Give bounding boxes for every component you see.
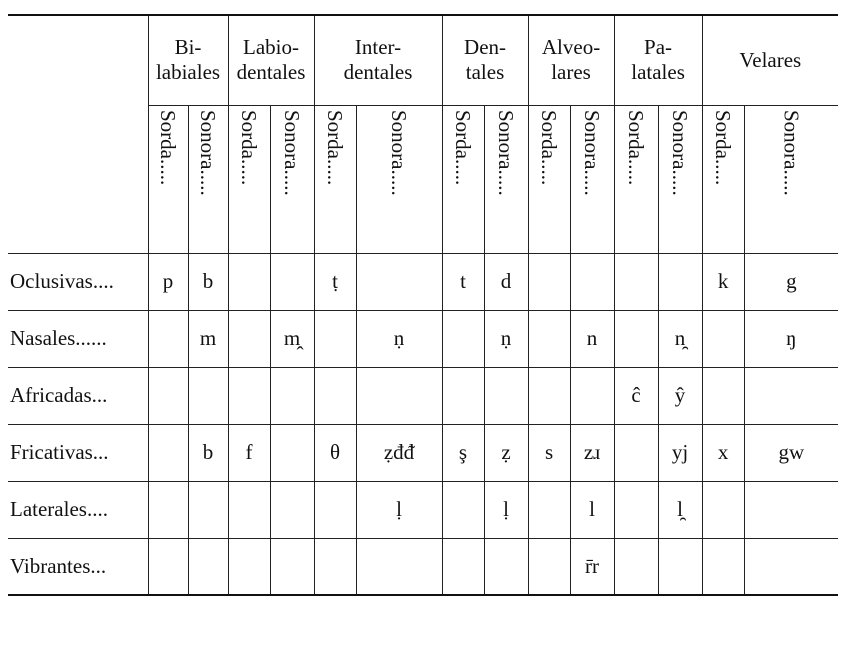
phoneme-cell xyxy=(148,424,188,481)
place-header-line2: dentales xyxy=(236,60,306,85)
phoneme-cell: l xyxy=(570,481,614,538)
phoneme-cell: gw xyxy=(744,424,838,481)
voicing-header xyxy=(658,105,702,253)
place-header xyxy=(614,15,702,105)
voicing-header xyxy=(484,105,528,253)
phoneme-cell xyxy=(614,538,658,595)
phoneme-cell xyxy=(528,253,570,310)
phoneme-cell xyxy=(270,367,314,424)
phoneme-cell xyxy=(148,481,188,538)
voicing-label: Sorda..... xyxy=(451,109,476,185)
phoneme-cell xyxy=(228,310,270,367)
consonant-chart-table xyxy=(8,14,838,596)
phoneme-cell: ŋ xyxy=(744,310,838,367)
phoneme-cell: f xyxy=(228,424,270,481)
manner-label: Oclusivas.... xyxy=(8,253,148,310)
phoneme-cell: ẓ xyxy=(484,424,528,481)
phoneme-cell xyxy=(442,367,484,424)
place-header xyxy=(314,15,442,105)
phoneme-cell xyxy=(270,424,314,481)
phoneme-cell xyxy=(744,481,838,538)
place-header-line1: Pa- xyxy=(644,35,673,60)
phoneme-cell xyxy=(228,253,270,310)
place-header-line1: Inter- xyxy=(354,35,402,60)
voicing-header xyxy=(188,105,228,253)
voicing-header xyxy=(744,105,838,253)
place-header xyxy=(528,15,614,105)
phoneme-cell xyxy=(614,481,658,538)
phoneme-cell xyxy=(570,253,614,310)
phoneme-cell xyxy=(148,367,188,424)
phoneme-cell xyxy=(314,310,356,367)
phoneme-cell xyxy=(614,310,658,367)
phoneme-cell xyxy=(228,538,270,595)
phoneme-cell xyxy=(228,367,270,424)
voicing-label: Sonora..... xyxy=(779,109,804,196)
place-header xyxy=(228,15,314,105)
phoneme-cell: x xyxy=(702,424,744,481)
phoneme-cell xyxy=(484,367,528,424)
phoneme-cell xyxy=(702,481,744,538)
place-header-line2: latales xyxy=(631,60,685,85)
place-header-line2: labiales xyxy=(155,60,221,85)
phoneme-cell xyxy=(442,481,484,538)
phoneme-cell xyxy=(148,310,188,367)
phoneme-cell xyxy=(528,481,570,538)
phoneme-cell xyxy=(270,481,314,538)
phoneme-cell: θ xyxy=(314,424,356,481)
phoneme-cell xyxy=(702,310,744,367)
phoneme-cell xyxy=(314,538,356,595)
phoneme-cell xyxy=(356,538,442,595)
phoneme-cell: b xyxy=(188,253,228,310)
manner-row xyxy=(8,424,838,481)
phoneme-cell: ŷ xyxy=(658,367,702,424)
phoneme-cell xyxy=(744,367,838,424)
manner-label: Vibrantes... xyxy=(8,538,148,595)
phoneme-cell: ḷ xyxy=(484,481,528,538)
phoneme-cell xyxy=(528,310,570,367)
place-header-row xyxy=(8,15,838,105)
phoneme-cell xyxy=(314,367,356,424)
place-header-line1: Bi- xyxy=(174,35,202,60)
phoneme-cell: yj xyxy=(658,424,702,481)
voicing-header xyxy=(570,105,614,253)
phoneme-cell xyxy=(484,538,528,595)
voicing-label: Sorda..... xyxy=(711,109,736,185)
manner-row xyxy=(8,253,838,310)
phoneme-cell: ĉ xyxy=(614,367,658,424)
voicing-header xyxy=(442,105,484,253)
voicing-label: Sonora..... xyxy=(494,109,519,196)
phoneme-cell: ṇ xyxy=(484,310,528,367)
voicing-label: Sonora..... xyxy=(668,109,693,196)
place-header-line2: lares xyxy=(551,60,591,85)
phoneme-cell: r̄r xyxy=(570,538,614,595)
place-header-line1: Labio- xyxy=(243,35,299,60)
voicing-label: Sorda..... xyxy=(624,109,649,185)
phoneme-cell xyxy=(228,481,270,538)
manner-row xyxy=(8,367,838,424)
place-header-line2: tales xyxy=(465,60,505,85)
phoneme-cell xyxy=(614,424,658,481)
place-header xyxy=(442,15,528,105)
voicing-label: Sonora..... xyxy=(196,109,220,196)
place-header xyxy=(148,15,228,105)
phoneme-cell xyxy=(528,538,570,595)
voicing-header xyxy=(270,105,314,253)
phoneme-cell: ẓđᵭ xyxy=(356,424,442,481)
place-header-line2: dentales xyxy=(343,60,413,85)
voicing-label: Sorda..... xyxy=(156,109,180,185)
phoneme-cell xyxy=(614,253,658,310)
place-header-line1: Velares xyxy=(739,47,802,72)
voicing-label: Sonora..... xyxy=(580,109,605,196)
voicing-header xyxy=(356,105,442,253)
phoneme-cell xyxy=(570,367,614,424)
phoneme-cell xyxy=(188,538,228,595)
phoneme-cell: s xyxy=(528,424,570,481)
phoneme-cell xyxy=(270,538,314,595)
manner-row xyxy=(8,538,838,595)
phoneme-cell xyxy=(744,538,838,595)
phoneme-cell xyxy=(442,538,484,595)
phoneme-cell xyxy=(658,538,702,595)
manner-row xyxy=(8,310,838,367)
phoneme-cell: n xyxy=(570,310,614,367)
phoneme-cell xyxy=(356,367,442,424)
phoneme-cell: m xyxy=(188,310,228,367)
voicing-label: Sorda..... xyxy=(237,109,262,185)
phoneme-cell xyxy=(188,367,228,424)
manner-label: Fricativas... xyxy=(8,424,148,481)
phoneme-cell xyxy=(528,367,570,424)
phoneme-cell: zɹ xyxy=(570,424,614,481)
phoneme-cell xyxy=(314,481,356,538)
phoneme-cell xyxy=(270,253,314,310)
phoneme-cell xyxy=(356,253,442,310)
phoneme-cell xyxy=(442,310,484,367)
phoneme-cell: k xyxy=(702,253,744,310)
phoneme-cell xyxy=(702,367,744,424)
phoneme-cell: n̯ xyxy=(658,310,702,367)
phoneme-cell: g xyxy=(744,253,838,310)
phoneme-cell: ş xyxy=(442,424,484,481)
voicing-header xyxy=(614,105,658,253)
phoneme-cell xyxy=(658,253,702,310)
voicing-header xyxy=(228,105,270,253)
phoneme-cell: p xyxy=(148,253,188,310)
voicing-header xyxy=(314,105,356,253)
place-header-line1: Alveo- xyxy=(541,35,601,60)
phoneme-cell: l̯ xyxy=(658,481,702,538)
manner-label: Laterales.... xyxy=(8,481,148,538)
voicing-header xyxy=(702,105,744,253)
voicing-label: Sonora..... xyxy=(387,109,412,196)
manner-label: Africadas... xyxy=(8,367,148,424)
voicing-header xyxy=(528,105,570,253)
phoneme-cell: ṭ xyxy=(314,253,356,310)
manner-label: Nasales...... xyxy=(8,310,148,367)
phoneme-cell: ḷ xyxy=(356,481,442,538)
place-header xyxy=(702,15,838,105)
phoneme-cell xyxy=(702,538,744,595)
voicing-header xyxy=(148,105,188,253)
voicing-label: Sonora..... xyxy=(280,109,305,196)
corner-cell xyxy=(8,15,148,253)
phoneme-cell: m̭ xyxy=(270,310,314,367)
voicing-label: Sorda..... xyxy=(537,109,562,185)
phoneme-cell xyxy=(148,538,188,595)
phoneme-cell: t xyxy=(442,253,484,310)
phoneme-cell xyxy=(188,481,228,538)
phoneme-cell: b xyxy=(188,424,228,481)
voicing-label: Sorda..... xyxy=(323,109,348,185)
phoneme-cell: d xyxy=(484,253,528,310)
place-header-line1: Den- xyxy=(464,35,507,60)
manner-row xyxy=(8,481,838,538)
phoneme-cell: ṇ xyxy=(356,310,442,367)
